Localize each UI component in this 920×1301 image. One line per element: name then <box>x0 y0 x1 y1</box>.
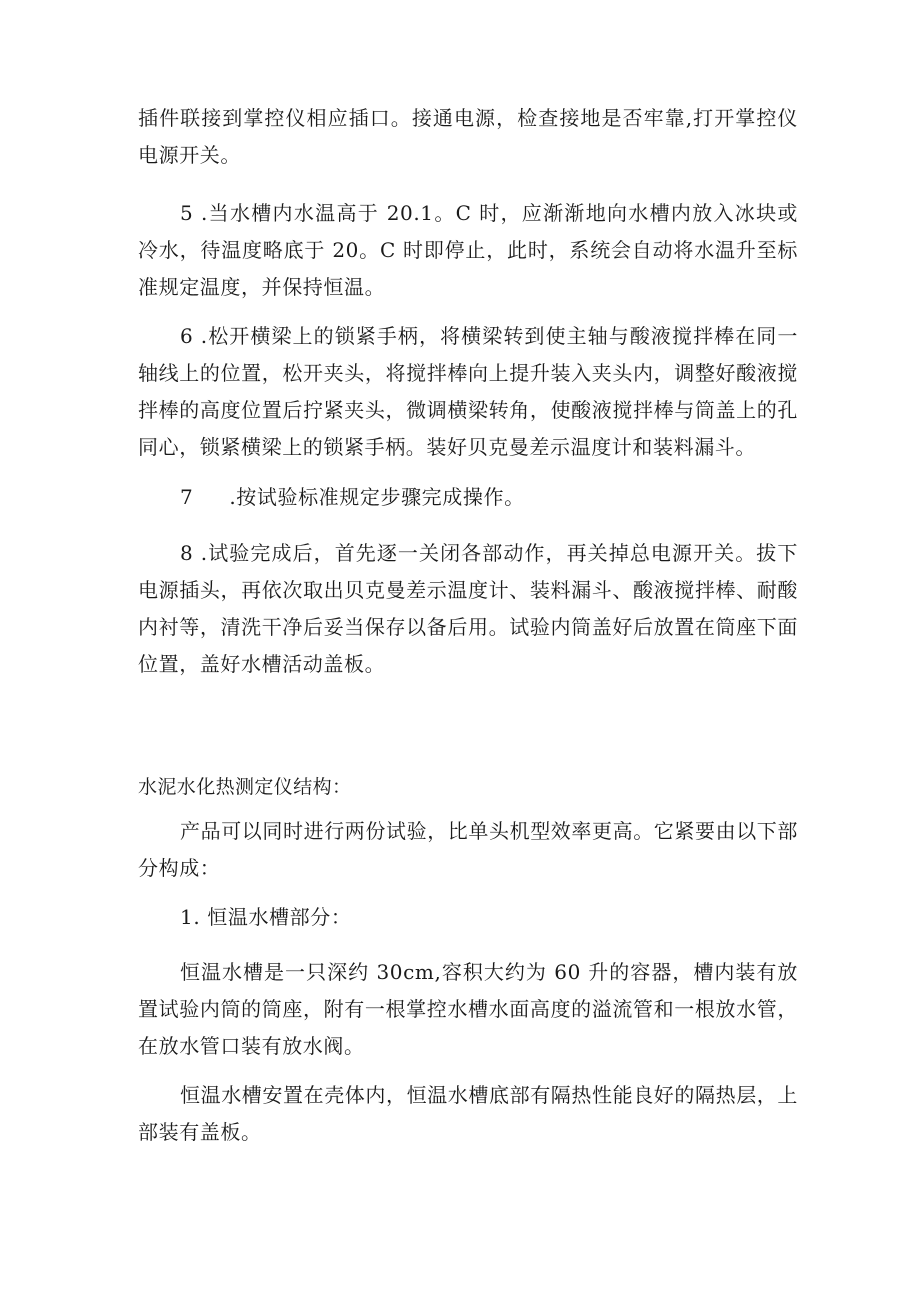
paragraph-step-7 <box>138 479 798 516</box>
paragraph-step-8: 8 .试验完成后，首先逐一关闭各部动作，再关掉总电源开关。拔下电源插头，再依次取出贝克曼差示温度计、装料漏斗、酸液搅拌棒、耐酸内衬等，清洗干净后妥当保存以备后用。试验内筒盖好后放置在筒座下面位置，盖好水槽活动盖板。 <box>138 541 798 676</box>
paragraph-power-connection: 插件联接到掌控仪相应插口。接通电源，检查接地是否牢靠,打开掌控仪电源开关。 <box>138 106 798 167</box>
subsection-title-thermostatic-tank: 1. 恒温水槽部分： <box>180 905 352 929</box>
step-7-number: 7 <box>180 485 194 509</box>
paragraph-tank-description: 恒温水槽是一只深约 30cm,容积大约为 60 升的容器，槽内装有放置试验内筒的筒座，附有一根掌控水槽水面高度的溢流管和一根放水管，在放水管口装有放水阀。 <box>138 960 798 1058</box>
paragraph-step-6: 6 .松开横梁上的锁紧手柄，将横梁转到使主轴与酸液搅拌棒在同一轴线上的位置，松开夹头，将搅拌棒向上提升装入夹头内，调整好酸液搅拌棒的高度位置后拧紧夹头，微调横梁转角，使酸液搅拌棒与筒盖上的孔同心，锁紧横梁上的锁紧手柄。装好贝克曼差示温度计和装料漏斗。 <box>138 324 798 459</box>
step-7-text: .按试验标准规定步骤完成操作。 <box>229 485 525 509</box>
section-title: 水泥水化热测定仪结构： <box>138 776 352 798</box>
paragraph-intro: 产品可以同时进行两份试验，比单头机型效率更高。它紧要由以下部分构成： <box>138 819 798 880</box>
paragraph-step-5: 5 .当水槽内水温高于 20.1。C 时，应渐渐地向水槽内放入冰块或冷水，待温度略底于 20。C 时即停止，此时，系统会自动将水温升至标准规定温度，并保持恒温。 <box>138 201 798 299</box>
paragraph-tank-insulation: 恒温水槽安置在壳体内，恒温水槽底部有隔热性能良好的隔热层，上部装有盖板。 <box>138 1083 798 1144</box>
